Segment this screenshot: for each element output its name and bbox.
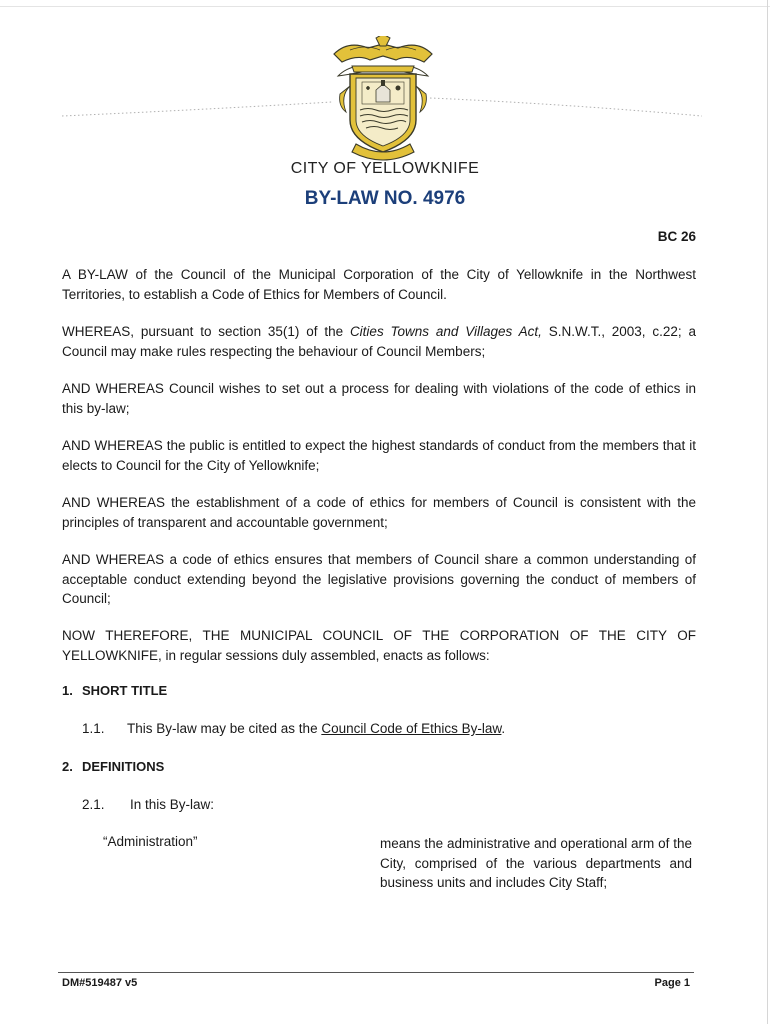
preamble-intro: A BY-LAW of the Council of the Municipal Corporation of the City of Yellowknife in the Northwest Territories, to establish a Code of Ethics for Members of Council. — [62, 267, 696, 302]
city-name-heading: CITY OF YELLOWKNIFE — [290, 160, 480, 177]
document-id: DM#519487 v5 — [62, 977, 138, 989]
bc-code: BC 26 — [657, 229, 696, 244]
subsection-2-1 — [82, 797, 214, 812]
whereas-paragraph-2: AND WHEREAS Council wishes to set out a process for dealing with violations of the code of ethics in this by-law; — [62, 381, 696, 416]
definition-text: means the administrative and operational arm of the City, comprised of the various departments and business units and includes City Staff; — [380, 836, 692, 890]
whereas-1-rest: S.N.W.T., 2003, c.22; a Council may make rules respecting the behaviour of Council Members; — [62, 324, 696, 359]
city-crest-emblem — [328, 36, 438, 164]
section-2-number: 2. — [62, 759, 73, 774]
section-2-title: DEFINITIONS — [82, 759, 165, 774]
footer-rule — [58, 972, 694, 973]
section-1-title: SHORT TITLE — [82, 683, 168, 698]
bylaw-title: BY-LAW NO. 4976 — [304, 188, 466, 209]
scan-edge-top — [0, 6, 770, 7]
page-number: Page 1 — [654, 977, 690, 989]
whereas-paragraph-4: AND WHEREAS the establishment of a code of ethics for members of Council is consistent with the principles of transparent and accountable government; — [62, 495, 696, 530]
enactment-clause: NOW THEREFORE, THE MUNICIPAL COUNCIL OF THE CORPORATION OF THE CITY OF YELLOWKNIFE, in regular sessions duly assembled, enacts as follows: — [62, 628, 696, 663]
scan-edge-right — [767, 0, 768, 1024]
decorative-dotted-line-left — [62, 100, 332, 120]
subsection-1-1-end: . — [501, 721, 506, 736]
subsection-1-1-number: 1.1. — [82, 721, 105, 736]
subsection-1-1-text: This By-law may be cited as the — [127, 721, 322, 736]
whereas-1-lead: WHEREAS, pursuant to section 35(1) of the — [62, 324, 350, 339]
subsection-2-1-text: In this By-law: — [130, 797, 215, 812]
section-1-heading — [62, 683, 167, 698]
subsection-1-1 — [82, 721, 505, 736]
section-1-number: 1. — [62, 683, 73, 698]
bylaw-short-title: Council Code of Ethics By-law — [321, 721, 502, 736]
section-2-heading — [62, 759, 164, 774]
whereas-paragraph-1 — [62, 322, 696, 361]
whereas-paragraph-5: AND WHEREAS a code of ethics ensures that members of Council share a common understanding of acceptable conduct extending beyond the legislative provisions governing the conduct of members of Council; — [62, 552, 696, 606]
act-name: Cities Towns and Villages Act, — [349, 324, 542, 339]
whereas-paragraph-3: AND WHEREAS the public is entitled to expect the highest standards of conduct from the members that it elects to Council for the City of Yellowknife; — [62, 438, 696, 473]
subsection-2-1-number: 2.1. — [82, 797, 105, 812]
decorative-dotted-line-right — [430, 96, 702, 118]
definition-term: “Administration” — [103, 834, 198, 849]
